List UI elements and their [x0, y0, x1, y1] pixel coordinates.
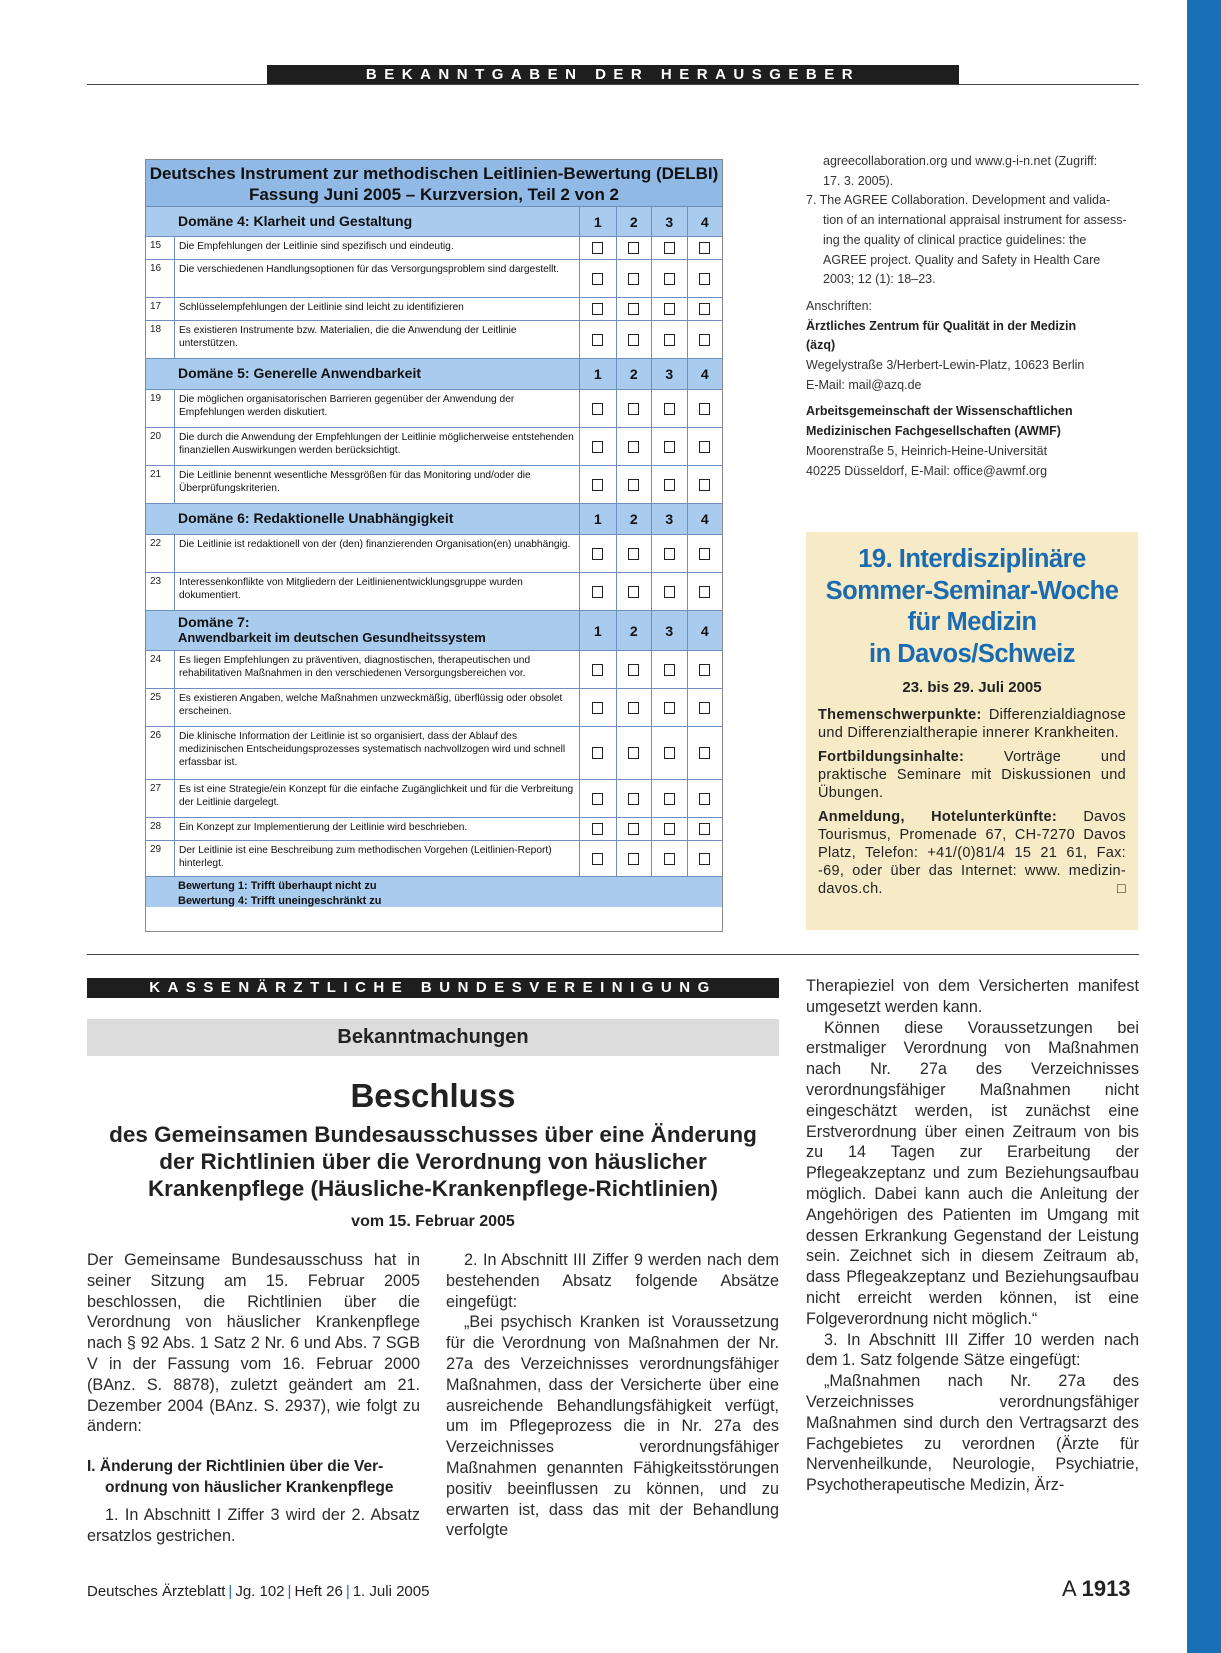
criterion-text: Der Leitlinie ist eine Beschreibung zum methodischen Vorgehen (Leitlinien-Report) hinterlegt. — [174, 841, 580, 876]
rating-checkbox[interactable] — [699, 853, 710, 865]
criterion-number: 20 — [150, 431, 162, 442]
rating-checkbox[interactable] — [628, 334, 639, 346]
domain-label: Domäne 5: Generelle Anwendbarkeit — [146, 359, 580, 389]
criterion-row — [146, 465, 722, 503]
domain-row — [146, 358, 722, 389]
paragraph: „Bei psychisch Kranken ist Voraussetzung für die Verordnung von Maßnahmen der Nr. 27a des Verzeichnisses verordnungsfähiger Maßnahmen, dass der Versicherte über eine ausreichende Behandlungsfähigkeit verfügt, um im Pflegeprozess die in Nr. 27a des Verzeichnisses verordnungsfähiger Maßnahmen genannten Fähigkeitsstörungen positiv beeinflussen zu können, und zu erwarten ist, dass das mit der Behandlung verfolgte — [446, 1313, 779, 1540]
criterion-text: Es ist eine Strategie/ein Konzept für die einfache Zugänglichkeit und für die Verbreitung der Leitlinie dargelegt. — [174, 780, 580, 817]
criterion-row — [146, 534, 722, 572]
paragraph: 1. In Abschnitt I Ziffer 3 wird der 2. Absatz ersatzlos gestrichen. — [87, 1505, 420, 1545]
criterion-row — [146, 688, 722, 726]
azq-abbr: (äzq) — [806, 338, 836, 353]
rating-checkbox[interactable] — [592, 403, 603, 415]
rating-checkbox[interactable] — [592, 664, 603, 676]
seminar-title-line: 19. Interdisziplinäre — [858, 545, 1086, 573]
criterion-number: 24 — [150, 654, 162, 665]
delbi-title-line1: Deutsches Instrument zur methodischen Leitlinien-Bewertung (DELBI) — [149, 164, 719, 183]
domain-row — [146, 206, 722, 236]
scale-label: 1 — [593, 366, 602, 382]
rating-checkbox[interactable] — [592, 823, 603, 835]
scale-label: 3 — [651, 611, 687, 650]
criterion-number: 17 — [150, 301, 162, 312]
article-column-3 — [806, 976, 1139, 1496]
criterion-text: Es existieren Angaben, welche Maßnahmen unzweckmäßig, überflüssig oder obsolet erscheinen. — [174, 689, 580, 726]
references-block — [806, 152, 1138, 481]
rating-checkbox[interactable] — [592, 548, 603, 560]
rating-checkbox[interactable] — [592, 334, 603, 346]
domain-label-line1: Domäne 7: — [178, 614, 250, 630]
criterion-number: 25 — [150, 692, 162, 703]
reference-6-line: agreecollaboration.org und www.g-i-n.net (Zugriff: — [823, 154, 1098, 168]
scale-label: 2 — [616, 504, 652, 534]
paragraph: Der Gemeinsame Bundesausschuss hat in seiner Sitzung am 15. Februar 2005 beschlossen, die Richtlinien über die Verordnung von häuslicher Krankenpflege nach § 92 Abs. 1 Satz 2 Nr. 6 und Abs. 7 SGB V in der Fassung vom 16. Februar 2000 (BAnz. S. 8878), zuletzt geändert am 21. Dezember 2004 (BAnz. S. 2937), wie folgt zu ändern: — [87, 1251, 420, 1436]
scale-label: 2 — [616, 359, 652, 389]
criterion-row — [146, 389, 722, 427]
footer-separator: | — [345, 1583, 350, 1600]
awmf-address: Moorenstraße 5, Heinrich-Heine-Universität — [806, 443, 1048, 458]
rating-checkbox[interactable] — [699, 586, 710, 598]
page-number-value: 1913 — [1081, 1576, 1131, 1601]
rating-checkbox[interactable] — [699, 303, 710, 315]
criterion-row — [146, 572, 722, 610]
journal-volume: Jg. 102 — [235, 1583, 285, 1600]
azq-name: Ärztliches Zentrum für Qualität in der Medizin — [806, 318, 1077, 333]
section-heading — [87, 1457, 420, 1499]
rating-checkbox[interactable] — [699, 823, 710, 835]
seminar-announcement — [806, 532, 1138, 930]
criterion-row — [146, 236, 722, 259]
rating-legend — [146, 876, 722, 907]
criterion-row — [146, 817, 722, 840]
seminar-topics — [818, 706, 1126, 742]
rating-checkbox[interactable] — [699, 664, 710, 676]
article-date: vom 15. Februar 2005 — [351, 1213, 515, 1230]
rating-checkbox[interactable] — [628, 793, 639, 805]
paragraph: Können diese Voraussetzungen bei erstmaliger Verordnung von Maßnahmen nach Nr. 27a des Verzeichnisses verordnungsfähiger Maßnahmen nicht eingeschätzt werden, ist zunächst eine Erstverordnung über einen Zeitraum von bis zu 14 Tagen zur Erarbeitung der Pflegeakzeptanz und zum Beziehungsaufbau möglich. Dabei kann auch die Anleitung der Angehörigen des Patienten im Umgang mit dessen Erkrankung Gegenstand der Leistung sein. Zeichnet sich in diesem Zeitraum ab, dass Pflegeakzeptanz und Beziehungsaufbau nicht erreicht werden können, ist eine Folgeverordnung nicht möglich.“ — [806, 1018, 1139, 1328]
rating-checkbox[interactable] — [628, 441, 639, 453]
seminar-registration — [818, 808, 1126, 898]
rating-checkbox[interactable] — [664, 242, 675, 254]
criterion-number: 22 — [150, 538, 162, 549]
delbi-table — [145, 159, 723, 932]
rating-checkbox[interactable] — [664, 273, 675, 285]
rating-checkbox[interactable] — [592, 303, 603, 315]
rating-checkbox[interactable] — [592, 702, 603, 714]
scale-label: 3 — [651, 504, 687, 534]
criterion-text: Es existieren Instrumente bzw. Materialien, die die Anwendung der Leitlinie unterstützen. — [174, 321, 580, 358]
rating-checkbox[interactable] — [628, 702, 639, 714]
rating-checkbox[interactable] — [664, 586, 675, 598]
rating-checkbox[interactable] — [592, 479, 603, 491]
criterion-number: 18 — [150, 324, 162, 335]
awmf-name: Arbeitsgemeinschaft der Wissenschaftlichen — [806, 404, 1073, 419]
page-prefix: A — [1062, 1576, 1076, 1601]
scale-label: 4 — [687, 611, 723, 650]
rating-checkbox[interactable] — [664, 479, 675, 491]
rating-checkbox[interactable] — [664, 303, 675, 315]
section-header-herausgeber: BEKANNTGABEN DER HERAUSGEBER — [267, 65, 959, 85]
registration-label: Anmeldung, Hotelunterkünfte: — [818, 809, 1058, 825]
domain-label — [146, 611, 580, 650]
seminar-contents — [818, 748, 1126, 802]
rating-checkbox[interactable] — [699, 479, 710, 491]
rating-checkbox[interactable] — [699, 702, 710, 714]
criterion-number: 29 — [150, 844, 162, 855]
rating-checkbox[interactable] — [628, 664, 639, 676]
rating-checkbox[interactable] — [664, 702, 675, 714]
rating-checkbox[interactable] — [628, 823, 639, 835]
awmf-name-cont: Medizinischen Fachgesellschaften (AWMF) — [806, 424, 1061, 439]
section-rule — [87, 954, 1139, 955]
criterion-text: Die möglichen organisatorischen Barrieren gegenüber der Anwendung der Empfehlungen werden diskutiert. — [174, 390, 580, 427]
footer-separator: | — [287, 1583, 292, 1600]
rating-checkbox[interactable] — [592, 793, 603, 805]
contents-text: Vorträge und praktische Seminare mit Diskussionen und Übungen. — [818, 749, 1126, 801]
criterion-number: 27 — [150, 783, 162, 794]
delbi-title — [146, 160, 722, 206]
delbi-title-line2: Fassung Juni 2005 – Kurzversion, Teil 2 von 2 — [248, 185, 620, 204]
rating-checkbox[interactable] — [664, 334, 675, 346]
criterion-text: Die verschiedenen Handlungsoptionen für das Versorgungsproblem sind dargestellt. — [174, 260, 580, 297]
criterion-text: Die Leitlinie ist redaktionell von der (den) finanzierenden Organisation(en) unabhängig. — [174, 535, 580, 572]
seminar-title-line: Sommer-Seminar-Woche — [825, 576, 1119, 605]
rating-checkbox[interactable] — [628, 853, 639, 865]
criterion-text: Die Empfehlungen der Leitlinie sind spezifisch und eindeutig. — [174, 237, 580, 259]
criterion-number: 23 — [150, 576, 162, 587]
criterion-row — [146, 650, 722, 688]
rating-checkbox[interactable] — [664, 441, 675, 453]
rating-checkbox[interactable] — [592, 586, 603, 598]
rating-checkbox[interactable] — [664, 853, 675, 865]
scale-label: 1 — [593, 622, 602, 639]
criterion-text: Interessenkonflikte von Mitgliedern der Leitlinienentwicklungsgruppe wurden dokumentiert. — [174, 573, 580, 610]
scale-label: 4 — [687, 207, 723, 236]
reference-7-line: tion of an international appraisal instrument for assess- — [823, 213, 1127, 228]
rating-checkbox[interactable] — [628, 242, 639, 254]
rating-checkbox[interactable] — [628, 586, 639, 598]
rating-checkbox[interactable] — [628, 747, 639, 759]
criterion-row — [146, 297, 722, 320]
footer-separator: | — [228, 1583, 233, 1600]
subtitle-line: der Richtlinien über die Verordnung von häuslicher — [159, 1149, 707, 1174]
paragraph: 3. In Abschnitt III Ziffer 10 werden nach dem 1. Satz folgende Sätze eingefügt: — [806, 1330, 1139, 1370]
rating-checkbox[interactable] — [699, 403, 710, 415]
article-column-2 — [446, 1250, 779, 1541]
rating-checkbox[interactable] — [628, 403, 639, 415]
rating-checkbox[interactable] — [664, 548, 675, 560]
azq-address: Wegelystraße 3/Herbert-Lewin-Platz, 10623 Berlin — [806, 358, 1085, 373]
article-title: Beschluss — [350, 1077, 516, 1114]
rating-checkbox[interactable] — [664, 664, 675, 676]
domain-label-line2: Anwendbarkeit im deutschen Gesundheitssystem — [178, 630, 486, 645]
criterion-row — [146, 259, 722, 297]
scale-label: 4 — [687, 504, 723, 534]
article-subtitle — [87, 1121, 779, 1202]
journal-issue: Heft 26 — [294, 1583, 343, 1600]
registration-text: Davos Tourismus, Promenade 67, CH-7270 Davos Platz, Telefon: +41/(0)81/4 15 21 61, Fax: -69, oder über das Internet: www. medizin-davos.ch. — [818, 809, 1126, 897]
criterion-row — [146, 726, 722, 779]
page-footer — [87, 1583, 429, 1600]
criterion-number: 28 — [150, 821, 162, 832]
domain-row — [146, 610, 722, 650]
rating-checkbox[interactable] — [628, 273, 639, 285]
criterion-text: Die klinische Information der Leitlinie ist so organisiert, dass der Ablauf des medizinischen Entscheidungsprozesses systematisch nachvollzogen wird und schnell erfassbar ist. — [174, 727, 580, 779]
rating-checkbox[interactable] — [664, 403, 675, 415]
seminar-title-line: in Davos/Schweiz — [869, 639, 1075, 668]
criterion-text: Es liegen Empfehlungen zu präventiven, diagnostischen, therapeutischen und rehabilitativen Maßnahmen in den verschiedenen Versorgungsbereichen vor. — [174, 651, 580, 688]
rating-checkbox[interactable] — [628, 479, 639, 491]
topics-text: Differenzialdiagnose und Differenzialtherapie innerer Krankheiten. — [818, 707, 1126, 741]
subtitle-line: des Gemeinsamen Bundesausschusses über eine Änderung — [109, 1122, 757, 1147]
criterion-number: 15 — [150, 240, 162, 251]
section-header-kbv: KASSENÄRZTLICHE BUNDESVEREINIGUNG — [87, 978, 779, 998]
domain-label: Domäne 6: Redaktionelle Unabhängigkeit — [146, 504, 580, 534]
scale-label: 3 — [651, 207, 687, 236]
end-mark: □ — [1116, 881, 1126, 897]
reference-7-line: AGREE project. Quality and Safety in Health Care — [823, 252, 1101, 267]
reference-7-line: 7. The AGREE Collaboration. Development and valida- — [806, 193, 1111, 208]
criterion-row — [146, 427, 722, 465]
rating-legend-line2: Bewertung 4: Trifft uneingeschränkt zu — [178, 895, 382, 907]
section-heading-line: ordnung von häuslicher Krankenpflege — [105, 1478, 394, 1496]
criterion-number: 26 — [150, 730, 162, 741]
journal-name: Deutsches Ärzteblatt — [87, 1583, 226, 1600]
rating-checkbox[interactable] — [664, 747, 675, 759]
rating-checkbox[interactable] — [628, 548, 639, 560]
reference-7-line: ing the quality of clinical practice guidelines: the — [823, 232, 1087, 247]
seminar-title-line: für Medizin — [907, 608, 1037, 636]
rating-checkbox[interactable] — [699, 334, 710, 346]
paragraph: „Maßnahmen nach Nr. 27a des Verzeichnisses verordnungsfähiger Maßnahmen sind durch den Vertragsarzt des Fachgebietes zu verordnen (Ärzte für Nervenheilkunde, Neurologie, Psychiatrie, Psychotherapeutische Medizin, Ärz- — [806, 1372, 1139, 1495]
scale-label: 1 — [593, 213, 602, 230]
seminar-title — [818, 544, 1126, 670]
paragraph: Therapieziel von dem Versicherten manifest umgesetzt werden kann. — [806, 977, 1139, 1016]
reference-7-line: 2003; 12 (1): 18–23. — [823, 272, 936, 287]
criterion-number: 16 — [150, 263, 162, 274]
rating-checkbox[interactable] — [628, 303, 639, 315]
criterion-text: Ein Konzept zur Implementierung der Leitlinie wird beschrieben. — [174, 818, 580, 840]
rating-checkbox[interactable] — [592, 747, 603, 759]
rating-checkbox[interactable] — [592, 441, 603, 453]
rating-checkbox[interactable] — [699, 548, 710, 560]
rating-checkbox[interactable] — [592, 273, 603, 285]
rating-checkbox[interactable] — [592, 853, 603, 865]
rating-checkbox[interactable] — [664, 793, 675, 805]
contents-label: Fortbildungsinhalte: — [818, 749, 965, 765]
paragraph: 2. In Abschnitt III Ziffer 9 werden nach dem bestehenden Absatz folgende Absätze eingefügt: — [446, 1251, 779, 1311]
blue-margin-bar — [1187, 0, 1221, 1653]
journal-date: 1. Juli 2005 — [352, 1583, 430, 1600]
page-number — [1062, 1576, 1131, 1602]
scale-label: 2 — [616, 611, 652, 650]
rating-legend-line1: Bewertung 1: Trifft überhaupt nicht zu — [178, 880, 377, 892]
scale-label: 3 — [651, 359, 687, 389]
seminar-date: 23. bis 29. Juli 2005 — [902, 679, 1042, 696]
scale-label: 1 — [593, 511, 602, 527]
rating-checkbox[interactable] — [592, 242, 603, 254]
criterion-number: 19 — [150, 393, 162, 404]
reference-6-line: 17. 3. 2005). — [823, 173, 894, 188]
criterion-text: Die Leitlinie benennt wesentliche Messgrößen für das Monitoring und/oder die Überprüfungskriterien. — [174, 466, 580, 503]
criterion-number: 21 — [150, 469, 162, 480]
addresses-heading: Anschriften: — [806, 298, 873, 313]
rating-checkbox[interactable] — [699, 793, 710, 805]
criterion-row — [146, 779, 722, 817]
announcements-band: Bekanntmachungen — [87, 1019, 779, 1056]
rating-checkbox[interactable] — [699, 273, 710, 285]
subtitle-line: Krankenpflege (Häusliche-Krankenpflege-Richtlinien) — [147, 1176, 719, 1201]
domain-label: Domäne 4: Klarheit und Gestaltung — [146, 207, 580, 236]
rating-checkbox[interactable] — [664, 823, 675, 835]
criterion-row — [146, 320, 722, 358]
section-heading-line: I. Änderung der Richtlinien über die Ver- — [87, 1458, 384, 1476]
criterion-text: Schlüsselempfehlungen der Leitlinie sind leicht zu identifizieren — [174, 298, 580, 320]
topics-label: Themenschwerpunkte: — [818, 707, 982, 723]
rating-checkbox[interactable] — [699, 747, 710, 759]
azq-email: E-Mail: mail@azq.de — [806, 377, 922, 392]
article-column-1 — [87, 1250, 420, 1546]
criterion-text: Die durch die Anwendung der Empfehlungen der Leitlinie möglicherweise entstehenden finanziellen Auswirkungen werden berücksichtigt. — [174, 428, 580, 465]
header-rule — [87, 84, 1139, 85]
criterion-row — [146, 840, 722, 876]
scale-label: 4 — [687, 359, 723, 389]
scale-label: 2 — [616, 207, 652, 236]
rating-checkbox[interactable] — [699, 242, 710, 254]
rating-checkbox[interactable] — [699, 441, 710, 453]
domain-row — [146, 503, 722, 534]
awmf-email: 40225 Düsseldorf, E-Mail: office@awmf.org — [806, 463, 1048, 478]
